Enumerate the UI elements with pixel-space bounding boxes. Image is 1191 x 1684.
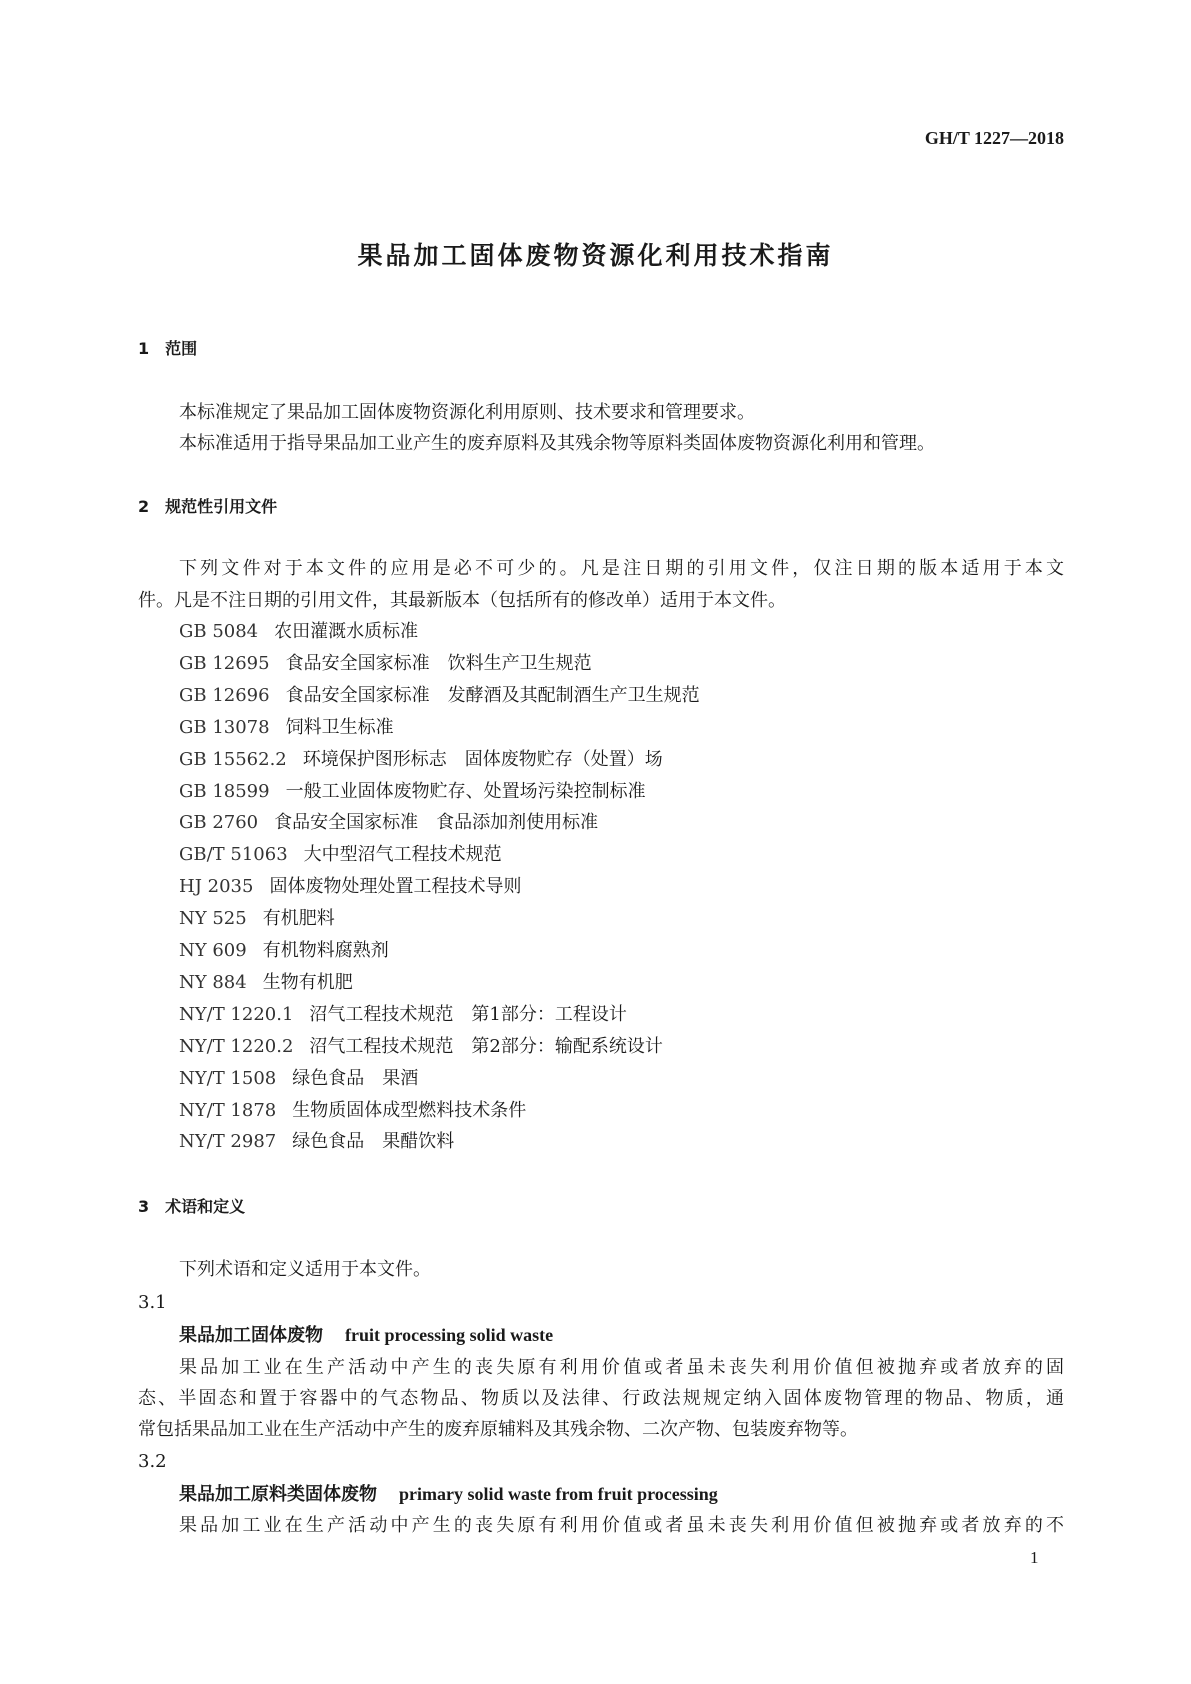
reference-item [179, 1131, 454, 1153]
page-title: 果品加工固体废物资源化利用技术指南 [357, 241, 834, 270]
reference-title: 沼气工程技术规范 第1部分：工程设计 [309, 1003, 627, 1025]
reference-title: 一般工业固体废物贮存、处置场污染控制标准 [285, 780, 646, 802]
paragraph: 下列术语和定义适用于本文件。 [179, 1259, 431, 1280]
reference-item [179, 717, 394, 739]
term-heading [179, 1324, 553, 1347]
definition-line: 态、半固态和置于容器中的气态物品、物质以及法律、行政法规规定纳入固体废物管理的物品、物质，通 [138, 1388, 1064, 1409]
reference-code: NY 884 [179, 971, 247, 993]
reference-code: HJ 2035 [179, 876, 254, 898]
paragraph: 本标准适用于指导果品加工业产生的废弃原料及其残余物等原料类固体废物资源化利用和管理。 [179, 433, 935, 454]
reference-title: 大中型沼气工程技术规范 [303, 844, 502, 866]
reference-title: 饲料卫生标准 [285, 716, 394, 738]
definition-line: 果品加工业在生产活动中产生的丧失原有利用价值或者虽未丧失利用价值但被抛弃或者放弃的不 [179, 1515, 1064, 1536]
reference-title: 食品安全国家标准 食品添加剂使用标准 [274, 812, 599, 834]
reference-item [179, 876, 521, 898]
reference-code: GB 12696 [179, 684, 270, 706]
reference-code: NY 609 [179, 940, 247, 961]
reference-title: 环境保护图形标志 固体废物贮存（处置）场 [302, 748, 663, 770]
reference-title: 沼气工程技术规范 第2部分：输配系统设计 [309, 1035, 663, 1057]
reference-item [179, 972, 353, 994]
reference-code: GB 13078 [179, 716, 270, 738]
reference-item [179, 844, 502, 866]
reference-title: 固体废物处理处置工程技术导则 [269, 876, 522, 898]
reference-item [179, 685, 700, 707]
term-heading [179, 1483, 718, 1506]
reference-code: NY/T 1878 [179, 1099, 277, 1121]
reference-item [179, 1036, 663, 1058]
reference-item [179, 781, 646, 803]
clause-number: 3.1 [138, 1292, 167, 1313]
section-heading-scope: 1 范围 [138, 339, 198, 358]
reference-item [179, 749, 663, 771]
definition-line: 果品加工业在生产活动中产生的丧失原有利用价值或者虽未丧失利用价值但被抛弃或者放弃的固 [179, 1357, 1064, 1378]
term-zh: 果品加工原料类固体废物 [179, 1484, 377, 1505]
reference-title: 绿色食品 果醋饮料 [292, 1131, 455, 1153]
paragraph: 下列文件对于本文件的应用是必不可少的。凡是注日期的引用文件，仅注日期的版本适用于本文 [179, 558, 1064, 579]
reference-title: 农田灌溉水质标准 [274, 621, 419, 642]
clause-number: 3.2 [138, 1451, 167, 1472]
reference-code: GB 18599 [179, 780, 270, 802]
reference-code: NY/T 1220.1 [179, 1003, 294, 1025]
reference-code: GB 12695 [179, 652, 270, 674]
reference-code: GB 15562.2 [179, 748, 287, 770]
reference-title: 生物质固体成型燃料技术条件 [292, 1099, 527, 1121]
reference-code: NY 525 [179, 908, 247, 930]
reference-title: 有机肥料 [262, 908, 335, 930]
reference-title: 绿色食品 果酒 [292, 1067, 419, 1089]
reference-item [179, 1004, 627, 1026]
paragraph: 本标准规定了果品加工固体废物资源化利用原则、技术要求和管理要求。 [179, 402, 755, 423]
reference-title: 生物有机肥 [262, 971, 353, 993]
reference-title: 食品安全国家标准 饮料生产卫生规范 [285, 652, 592, 674]
reference-item [179, 940, 389, 962]
paragraph: 件。凡是不注日期的引用文件，其最新版本（包括所有的修改单）适用于本文件。 [138, 590, 786, 611]
term-en: fruit processing solid waste [345, 1325, 554, 1345]
section-heading-references: 2 规范性引用文件 [138, 497, 278, 516]
reference-code: NY/T 1508 [179, 1067, 277, 1089]
term-en: primary solid waste from fruit processing [399, 1484, 718, 1504]
reference-item [179, 1068, 418, 1090]
reference-code: GB 5084 [179, 621, 259, 642]
reference-item [179, 908, 335, 930]
reference-code: GB 2760 [179, 812, 259, 834]
reference-title: 有机物料腐熟剂 [262, 940, 389, 961]
reference-code: NY/T 2987 [179, 1131, 277, 1153]
reference-code: NY/T 1220.2 [179, 1035, 294, 1057]
reference-item [179, 653, 592, 675]
reference-item [179, 621, 418, 643]
definition-line: 常包括果品加工业在生产活动中产生的废弃原辅料及其残余物、二次产物、包装废弃物等。 [138, 1419, 858, 1440]
document-code: GH/T 1227—2018 [924, 128, 1064, 148]
term-zh: 果品加工固体废物 [179, 1325, 323, 1346]
reference-title: 食品安全国家标准 发酵酒及其配制酒生产卫生规范 [285, 684, 700, 706]
reference-item [179, 812, 598, 834]
section-heading-terms: 3 术语和定义 [138, 1197, 246, 1216]
page-number: 1 [1030, 1548, 1039, 1567]
reference-code: GB/T 51063 [179, 844, 288, 866]
reference-item [179, 1100, 526, 1122]
